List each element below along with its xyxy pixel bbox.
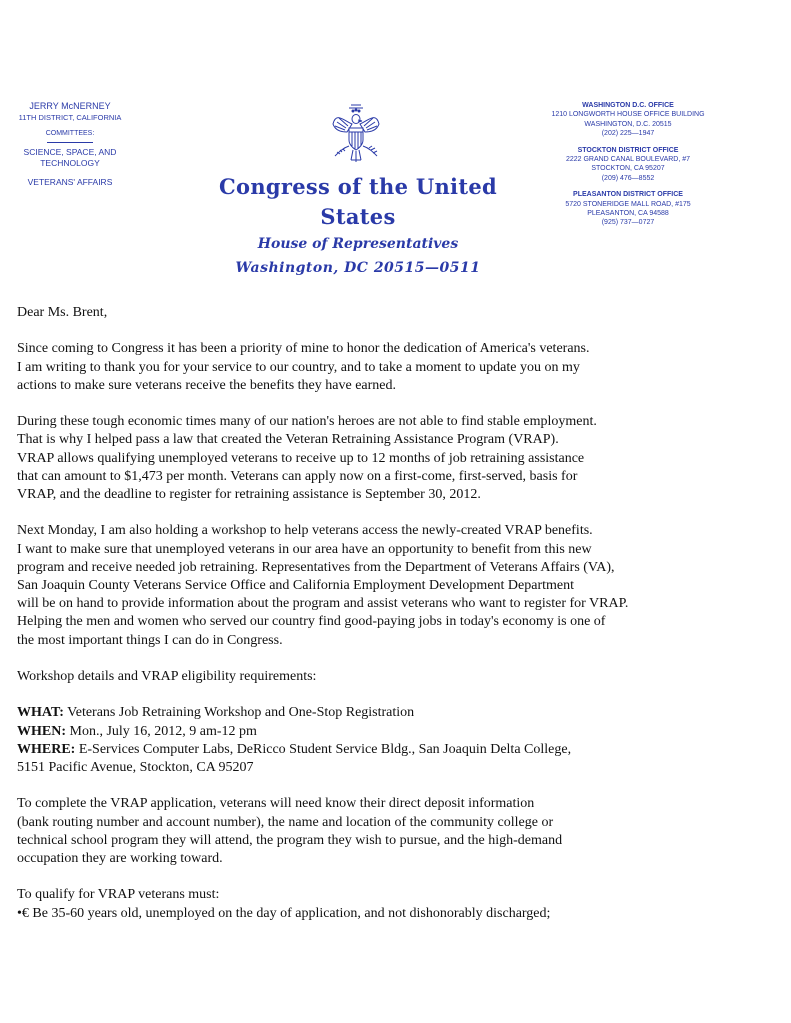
pleasanton-office-line: PLEASANTON, CA 94588: [587, 210, 669, 218]
member-name: JERRY McNERNEY: [29, 101, 111, 111]
paragraph-line: that can amount to $1,473 per month. Veterans can apply now on a first-come, first-served, basis for: [17, 468, 578, 484]
dc-office-line: 1210 LONGWORTH HOUSE OFFICE BUILDING: [551, 111, 705, 119]
paragraph-line: actions to make sure veterans receive the benefits they have earned.: [17, 377, 396, 393]
when-label: WHEN:: [17, 723, 66, 739]
committees-label: COMMITTEES:: [45, 130, 95, 137]
paragraph-application: [17, 795, 787, 868]
stockton-office-line: STOCKTON, CA 95207: [591, 165, 665, 173]
where-value: E-Services Computer Labs, DeRicco Student Service Bldg., San Joaquin Delta College,: [75, 741, 572, 757]
what-value: Veterans Job Retraining Workshop and One-Stop Registration: [63, 705, 415, 721]
salutation: Dear Ms. Brent,: [17, 305, 108, 320]
paragraph-line: To complete the VRAP application, veterans will need know their direct deposit information: [17, 796, 535, 812]
paragraph-line: San Joaquin County Veterans Service Office and California Employment Development Department: [17, 578, 575, 593]
stockton-office-heading: STOCKTON DISTRICT OFFICE: [577, 146, 679, 154]
letterhead-left: [10, 101, 130, 188]
pleasanton-office-line: 5720 STONERIDGE MALL ROAD, #175: [565, 200, 691, 208]
paragraph-line: Since coming to Congress it has been a priority of mine to honor the dedication of America's veterans.: [17, 341, 590, 357]
paragraph-line: I want to make sure that unemployed veterans in our area have an opportunity to benefit from this new: [17, 541, 592, 557]
bullet-item: •€ Be 35-60 years old, unemployed on the day of application, and not dishonorably discharged;: [17, 905, 551, 921]
committee-science-cont: TECHNOLOGY: [40, 158, 100, 168]
paragraph-line: Helping the men and women who served our country find good-paying jobs in today's economy is one of: [17, 614, 606, 630]
paragraph-qualify: [17, 886, 787, 922]
house-chamber: House of Representatives: [257, 236, 459, 252]
dc-office-phone: (202) 225—1947: [601, 130, 655, 138]
detail-what: [17, 704, 787, 722]
paragraph-line: Next Monday, I am also holding a workshop to help veterans access the newly-created VRAP benefits.: [17, 523, 593, 539]
paragraph-line: VRAP, and the deadline to register for retraining assistance is September 30, 2012.: [17, 487, 481, 502]
paragraph-line: VRAP allows qualifying unemployed veterans to receive up to 12 months of job retraining assistance: [17, 450, 585, 466]
letterhead-title-block: [196, 172, 520, 280]
pleasanton-office-heading: PLEASANTON DISTRICT OFFICE: [573, 191, 683, 199]
paragraph-line: occupation they are working toward.: [17, 851, 223, 866]
paragraph-line: technical school program they will attend, the program they wish to pursue, and the high-demand: [17, 832, 563, 848]
paragraph-line: (bank routing number and account number), the name and location of the community college or: [17, 814, 554, 830]
committee-science: SCIENCE, SPACE, AND: [23, 147, 117, 157]
pleasanton-office-phone: (925) 737—0727: [601, 219, 655, 227]
when-value: Mon., July 16, 2012, 9 am-12 pm: [66, 723, 257, 739]
paragraph-line: the most important things I can do in Congress.: [17, 632, 283, 648]
qualify-heading: To qualify for VRAP veterans must:: [17, 887, 220, 903]
letterhead-right: [530, 101, 726, 228]
paragraph-line: I am writing to thank you for your service to our country, and to take a moment to update you on my: [17, 359, 580, 375]
detail-where-line2: 5151 Pacific Avenue, Stockton, CA 95207: [17, 760, 254, 775]
workshop-details: [17, 704, 787, 777]
paragraph-details-intro: Workshop details and VRAP eligibility requirements:: [17, 669, 317, 684]
paragraph-vrap: [17, 413, 787, 504]
great-seal-eagle-icon: [329, 102, 383, 168]
paragraph-workshop: [17, 522, 787, 649]
committee-veterans: VETERANS' AFFAIRS: [27, 177, 113, 187]
member-district: 11TH DISTRICT, CALIFORNIA: [18, 113, 122, 122]
paragraph-line: During these tough economic times many of our nation's heroes are not able to find stable employment.: [17, 414, 597, 430]
congress-title: Congress of the United States: [219, 174, 497, 229]
where-label: WHERE:: [17, 741, 76, 757]
detail-where: [17, 741, 787, 759]
dc-office-line: WASHINGTON, D.C. 20515: [584, 120, 672, 128]
committees-rule: [47, 142, 93, 143]
stockton-office-phone: (209) 476—8552: [601, 174, 655, 182]
dc-office-heading: WASHINGTON D.C. OFFICE: [582, 102, 674, 109]
paragraph-line: will be on hand to provide information about the program and assist veterans who want to register for VRAP.: [17, 596, 629, 612]
detail-when: [17, 723, 787, 741]
paragraph-line: program and receive needed job retraining. Representatives from the Department of Veterans Affairs (VA),: [17, 559, 615, 575]
paragraph-line: That is why I helped pass a law that created the Veteran Retraining Assistance Program (VRAP).: [17, 432, 559, 448]
letter-body: [17, 304, 787, 923]
stockton-office-line: 2222 GRAND CANAL BOULEVARD, #7: [565, 156, 691, 164]
what-label: WHAT:: [17, 705, 64, 721]
paragraph-intro: [17, 340, 787, 395]
house-address: Washington, DC 20515—0511: [235, 260, 481, 276]
